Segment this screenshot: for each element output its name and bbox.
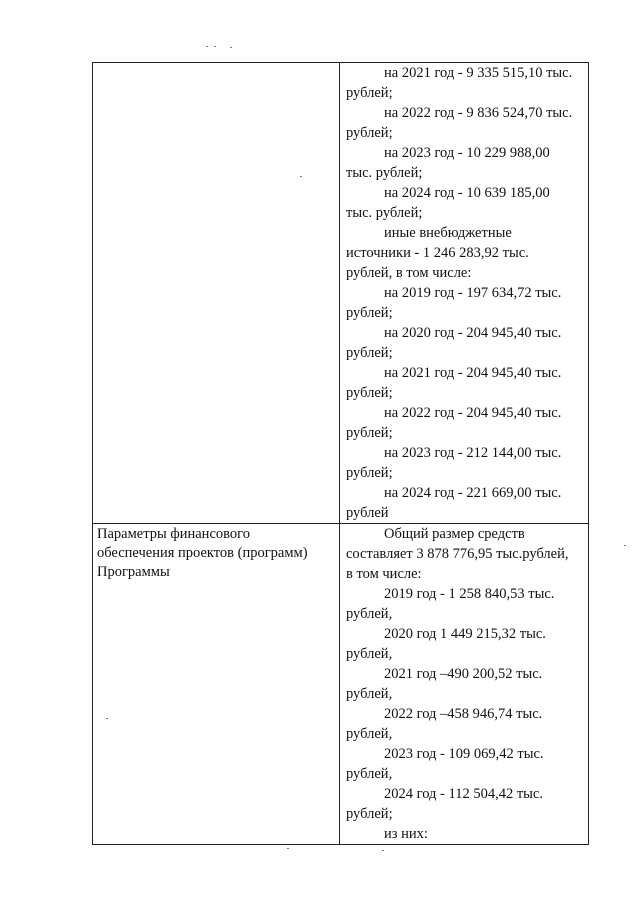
row2-left-text [93, 524, 339, 582]
scan-speck [206, 46, 208, 47]
text-line: 2023 год - 109 069,42 тыс. [384, 746, 544, 762]
text-line: на 2024 год - 10 639 185,00 [384, 185, 550, 201]
text-line: на 2023 год - 212 144,00 тыс. [384, 445, 562, 461]
text-line: 2022 год –458 946,74 тыс. [384, 706, 543, 722]
text-line: 2021 год –490 200,52 тыс. [384, 666, 543, 682]
text-line: иные внебюджетные [384, 225, 512, 241]
row2-right-cell [340, 524, 589, 845]
text-line: рублей, в том числе: [346, 265, 472, 281]
text-line: Общий размер средств [384, 526, 525, 542]
scan-speck [214, 46, 216, 47]
text-line: на 2022 год - 9 836 524,70 тыс. [384, 105, 573, 121]
scan-speck [287, 848, 289, 849]
text-line: рублей; [346, 125, 393, 141]
text-line: на 2021 год - 204 945,40 тыс. [384, 365, 562, 381]
text-line: на 2024 год - 221 669,00 тыс. [384, 485, 562, 501]
text-line: Параметры финансового [97, 526, 250, 542]
text-line: рублей, [346, 726, 393, 742]
text-line: тыс. рублей; [346, 205, 423, 221]
text-line: тыс. рублей; [346, 165, 423, 181]
text-line: рублей; [346, 305, 393, 321]
text-line: рублей, [346, 606, 393, 622]
text-line: 2020 год 1 449 215,32 тыс. [384, 626, 546, 642]
text-line: обеспечения проектов (программ) [97, 545, 308, 561]
row1-right-cell [340, 63, 589, 524]
row2-right-text [340, 524, 588, 844]
text-line: рублей, [346, 766, 393, 782]
text-line: Программы [97, 564, 170, 580]
row1-right-text [340, 63, 588, 523]
text-line: в том числе: [346, 566, 422, 582]
text-line: рублей, [346, 646, 393, 662]
text-line: рублей [346, 505, 389, 521]
text-line: 2024 год - 112 504,42 тыс. [384, 786, 543, 802]
text-line: на 2020 год - 204 945,40 тыс. [384, 325, 562, 341]
text-line: рублей; [346, 806, 393, 822]
text-line: на 2019 год - 197 634,72 тыс. [384, 285, 562, 301]
scan-speck [624, 545, 626, 546]
text-line: на 2022 год - 204 945,40 тыс. [384, 405, 562, 421]
scan-speck [230, 47, 232, 48]
text-line: из них: [384, 826, 428, 842]
text-line: рублей; [346, 345, 393, 361]
row1-left-cell [93, 63, 340, 524]
text-line: рублей; [346, 465, 393, 481]
table-row-project-financing [93, 524, 589, 845]
text-line: рублей, [346, 686, 393, 702]
text-line: рублей; [346, 385, 393, 401]
text-line: рублей; [346, 85, 393, 101]
text-line: составляет 3 878 776,95 тыс.рублей, [346, 546, 569, 562]
row2-left-cell [93, 524, 340, 845]
text-line: на 2021 год - 9 335 515,10 тыс. [384, 65, 573, 81]
table-row-financing-continued [93, 63, 589, 524]
text-line: на 2023 год - 10 229 988,00 [384, 145, 550, 161]
scan-speck [382, 850, 384, 851]
text-line: источники - 1 246 283,92 тыс. [346, 245, 529, 261]
text-line: рублей; [346, 425, 393, 441]
passport-table [92, 62, 589, 845]
text-line: 2019 год - 1 258 840,53 тыс. [384, 586, 555, 602]
